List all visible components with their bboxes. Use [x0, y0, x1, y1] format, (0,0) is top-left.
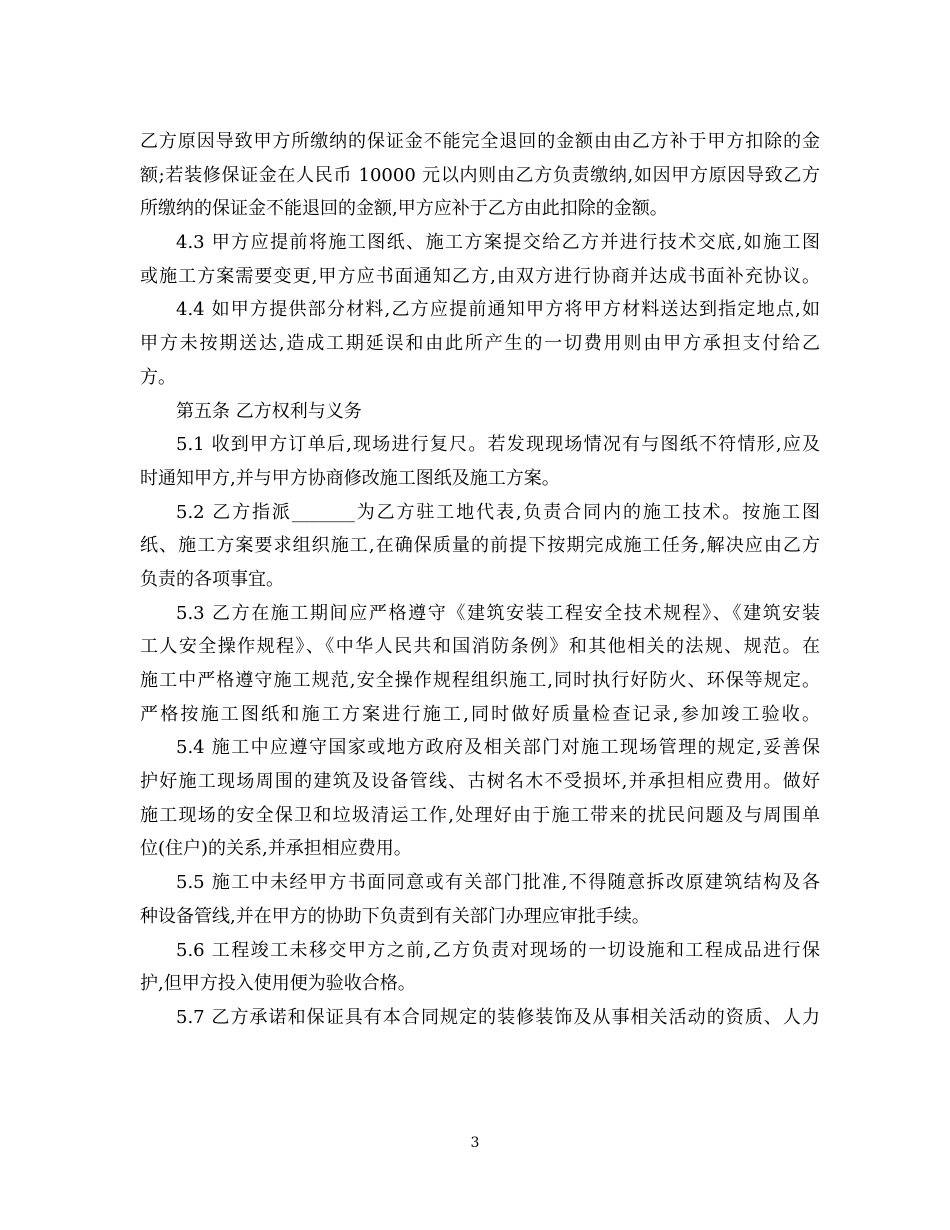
text-line: 5.3 乙方在施工期间应严格遵守《建筑安装工程安全技术规程》、《建筑安装	[176, 602, 820, 624]
text-line: 施工现场的安全保卫和垃圾清运工作,处理好由于施工带来的扰民问题及与周围单	[140, 804, 820, 826]
text-line: 第五条 乙方权利与义务	[176, 400, 362, 422]
text-line: 4.4 如甲方提供部分材料,乙方应提前通知甲方将甲方材料送达到指定地点,如	[176, 299, 820, 321]
text-line: 种设备管线,并在甲方的协助下负责到有关部门办理应审批手续。	[140, 905, 650, 927]
text-line: 护,但甲方投入使用便为验收合格。	[140, 973, 416, 995]
text-line: 额;若装修保证金在人民币 10000 元以内则由乙方负责缴纳,如因甲方原因导致乙方	[140, 164, 820, 186]
text-line: 或施工方案需要变更,甲方应书面通知乙方,由双方进行协商并达成书面补充协议。	[140, 265, 820, 287]
text-line: 甲方未按期送达,造成工期延误和由此所产生的一切费用则由甲方承担支付给乙	[140, 333, 820, 355]
text-line: 5.4 施工中应遵守国家或地方政府及相关部门对施工现场管理的规定,妥善保	[176, 737, 820, 759]
text-line: 5.7 乙方承诺和保证具有本合同规定的装修装饰及从事相关活动的资质、人力	[176, 1006, 820, 1028]
text-line: 工人安全操作规程》、《中华人民共和国消防条例》和其他相关的法规、规范。在	[140, 636, 820, 658]
text-line: 方。	[140, 366, 176, 388]
text-line: 负责的各项事宜。	[140, 568, 284, 590]
text-line: 4.3 甲方应提前将施工图纸、施工方案提交给乙方并进行技术交底,如施工图	[176, 232, 820, 254]
page-number: 3	[470, 1135, 480, 1151]
text-line: 护好施工现场周围的建筑及设备管线、古树名木不受损坏,并承担相应费用。做好	[140, 771, 820, 793]
text-line: 5.5 施工中未经甲方书面同意或有关部门批准,不得随意拆改原建筑结构及各	[176, 872, 820, 894]
text-line: 5.1 收到甲方订单后,现场进行复尺。若发现现场情况有与图纸不符情形,应及	[176, 434, 820, 456]
text-line: 所缴纳的保证金不能退回的金额,甲方应补于乙方由此扣除的金额。	[140, 198, 668, 220]
text-line: 5.6 工程竣工未移交甲方之前,乙方负责对现场的一切设施和工程成品进行保	[176, 939, 820, 961]
text-line: 纸、施工方案要求组织施工,在确保质量的前提下按期完成施工任务,解决应由乙方	[140, 535, 820, 557]
text-line: 乙方原因导致甲方所缴纳的保证金不能完全退回的金额由由乙方补于甲方扣除的金	[140, 131, 820, 152]
text-line: 严格按施工图纸和施工方案进行施工,同时做好质量检查记录,参加竣工验收。	[140, 703, 820, 725]
text-line: 施工中严格遵守施工规范,安全操作规程组织施工,同时执行好防火、环保等规定。	[140, 670, 820, 691]
text-line: 5.2 乙方指派_______为乙方驻工地代表,负责合同内的施工技术。按施工图	[176, 501, 820, 523]
text-line: 位(住户)的关系,并承担相应费用。	[140, 838, 412, 860]
text-line: 时通知甲方,并与甲方协商修改施工图纸及施工方案。	[140, 467, 560, 489]
document-body	[140, 125, 820, 1035]
